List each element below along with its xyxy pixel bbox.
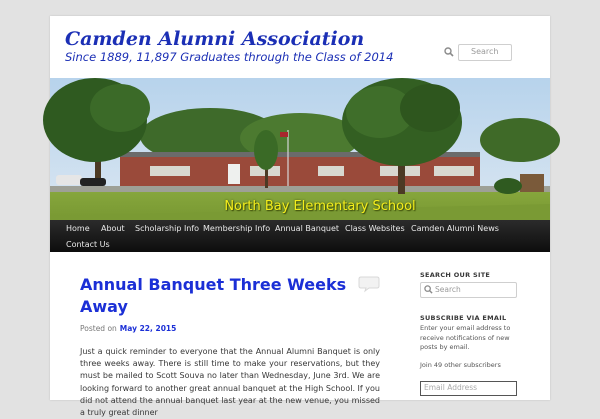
comment-bubble-icon[interactable] — [358, 276, 380, 292]
nav-item-home[interactable]: Home — [66, 224, 90, 233]
posted-on-label: Posted on — [80, 324, 117, 333]
post-date-link[interactable]: May 22, 2015 — [119, 324, 177, 333]
main-navigation — [50, 220, 550, 252]
search-icon — [424, 285, 433, 294]
subscribe-widget-heading: SUBSCRIBE VIA EMAIL — [420, 314, 507, 322]
site-tagline: Since 1889, 11,897 Graduates through the Class of 2014 — [65, 50, 394, 64]
search-widget-heading: SEARCH OUR SITE — [420, 271, 491, 279]
email-address-field[interactable] — [420, 381, 517, 396]
email-placeholder: Email Address — [424, 383, 478, 392]
nav-item-camden-alumni-news[interactable]: Camden Alumni News — [411, 224, 499, 233]
subscribe-description: Enter your email address to receive notifications of new posts by email. — [420, 324, 511, 351]
subscriber-count: Join 49 other subscribers — [420, 361, 501, 369]
header-search-placeholder: Search — [471, 47, 499, 56]
nav-item-class-websites[interactable]: Class Websites — [345, 224, 405, 233]
sidebar-search-input[interactable] — [420, 282, 517, 298]
post-body: Just a quick reminder to everyone that the Annual Alumni Banquet is only three weeks away. There is still time to make your reservations, but they must be mailed to Scott Souva no later than Wednesday, June 3rd. We are looking forward to another great annual banquet at the High School. If you did not attend the annual banquet last year at the new venue, you missed a truly great dinner — [80, 347, 380, 418]
nav-item-about[interactable]: About — [101, 224, 125, 233]
post-meta — [80, 324, 176, 333]
site-title[interactable]: Camden Alumni Association — [65, 28, 365, 50]
post-title[interactable]: Annual Banquet Three Weeks Away — [80, 275, 347, 316]
banner-caption — [50, 199, 550, 214]
nav-item-annual-banquet[interactable]: Annual Banquet — [275, 224, 340, 233]
nav-item-contact-us[interactable]: Contact Us — [66, 240, 110, 249]
sidebar-search-placeholder: Search — [435, 285, 461, 294]
nav-item-scholarship-info[interactable]: Scholarship Info — [135, 224, 200, 233]
header-search-input[interactable] — [458, 44, 512, 61]
search-icon — [444, 47, 454, 57]
banner-caption-text: North Bay Elementary School — [224, 199, 416, 214]
page — [50, 16, 550, 418]
nav-item-membership-info[interactable]: Membership Info — [203, 224, 271, 233]
banner-image — [50, 78, 550, 238]
